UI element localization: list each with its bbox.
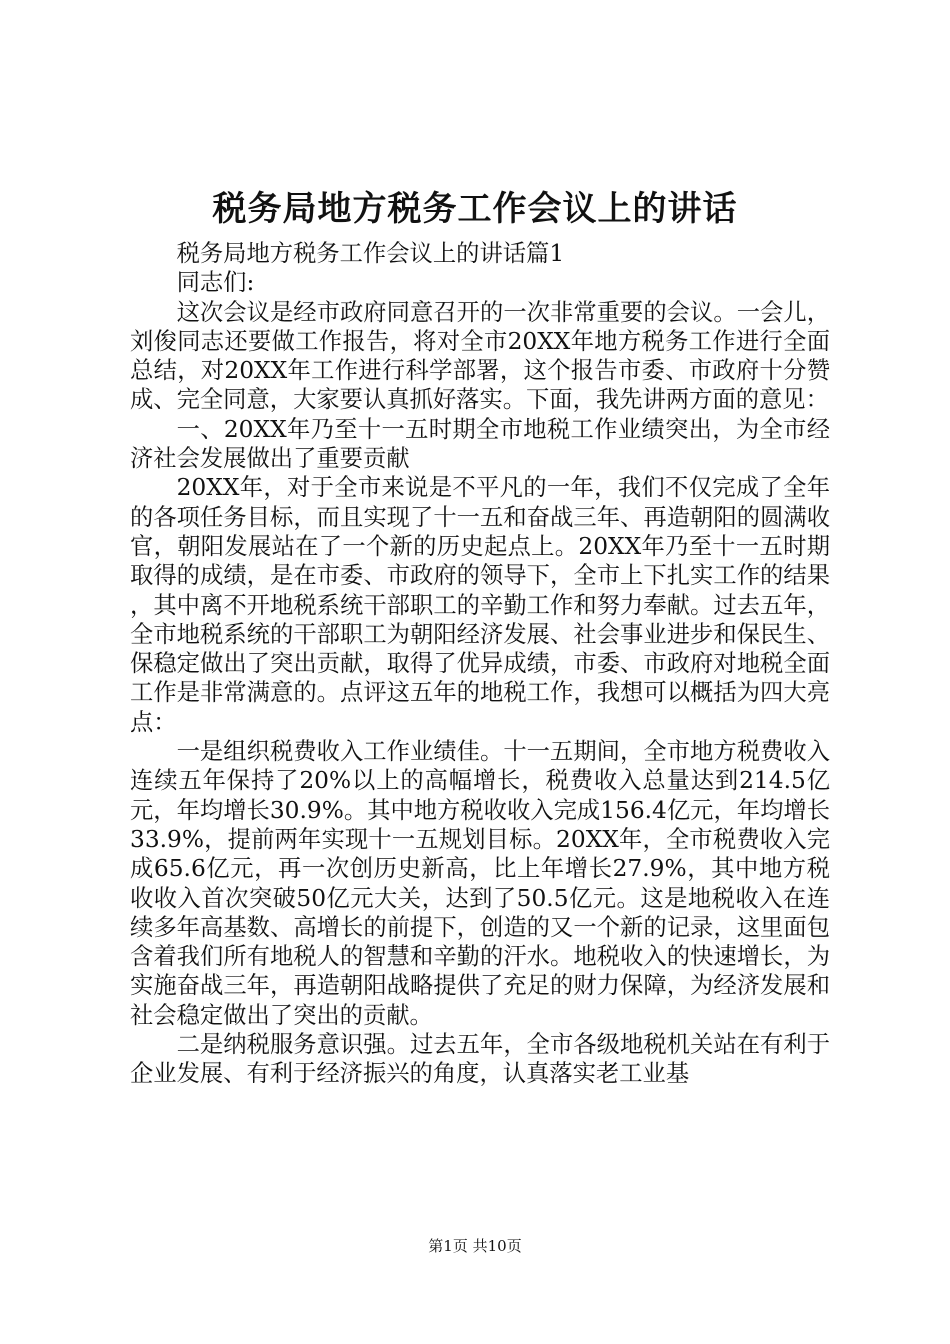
section-heading: 税务局地方税务工作会议上的讲话篇1: [176, 240, 565, 267]
paragraph-highlight-one: 一是组织税费收入工作业绩佳。十一五期间，全市地方税费收入连续五年保持了20%以上的高幅增长，税费收入总量达到214.5亿元，年均增长30.9%。其中地方税收收入完成156.4亿元，年均增长33.9%，提前两年实现十一五规划目标。20XX年，全市税费收入完成65.6亿元，再一次创历史新高，比上年增长27.9%，其中地方税收收入首次突破50亿元大关，达到了50.5亿元。这是地税收入在连续多年高基数、高增长的前提下，创造的又一个新的记录，这里面包含着我们所有地税人的智慧和辛勤的汗水。地税收入的快速增长，为实施奋战三年，再造朝阳战略提供了充足的财力保障，为经济发展和社会稳定做出了突出的贡献。: [130, 738, 830, 1029]
document-title: 税务局地方税务工作会议上的讲话: [212, 189, 738, 229]
paragraph-highlight-two: 二是纳税服务意识强。过去五年，全市各级地税机关站在有利于企业发展、有利于经济振兴的角度，认真落实老工业基: [130, 1031, 830, 1088]
paragraph-heading-one: 一、20XX年乃至十一五时期全市地税工作业绩突出，为全市经济社会发展做出了重要贡献: [130, 415, 830, 473]
page-footer: 第1页 共10页: [428, 1237, 522, 1255]
paragraph-achievements: 20XX年，对于全市来说是不平凡的一年，我们不仅完成了全年的各项任务目标，而且实现了十一五和奋战三年、再造朝阳的圆满收官，朝阳发展站在了一个新的历史起点上。20XX年乃至十一五时期取得的成绩，是在市委、市政府的领导下，全市上下扎实工作的结果，其中离不开地税系统干部职工的辛勤工作和努力奉献。过去五年，全市地税系统的干部职工为朝阳经济发展、社会事业进步和保民生、保稳定做出了突出贡献，取得了优异成绩，市委、市政府对地税全面工作是非常满意的。点评这五年的地税工作，我想可以概括为四大亮点：: [130, 474, 830, 736]
salutation: 同志们:: [176, 269, 255, 297]
paragraph-intro: 这次会议是经市政府同意召开的一次非常重要的会议。一会儿，刘俊同志还要做工作报告，将对全市20XX年地方税务工作进行全面总结，对20XX年工作进行科学部署，这个报告市委、市政府十分赞成、完全同意，大家要认真抓好落实。下面，我先讲两方面的意见：: [130, 298, 830, 414]
document-body: [130, 239, 830, 1089]
